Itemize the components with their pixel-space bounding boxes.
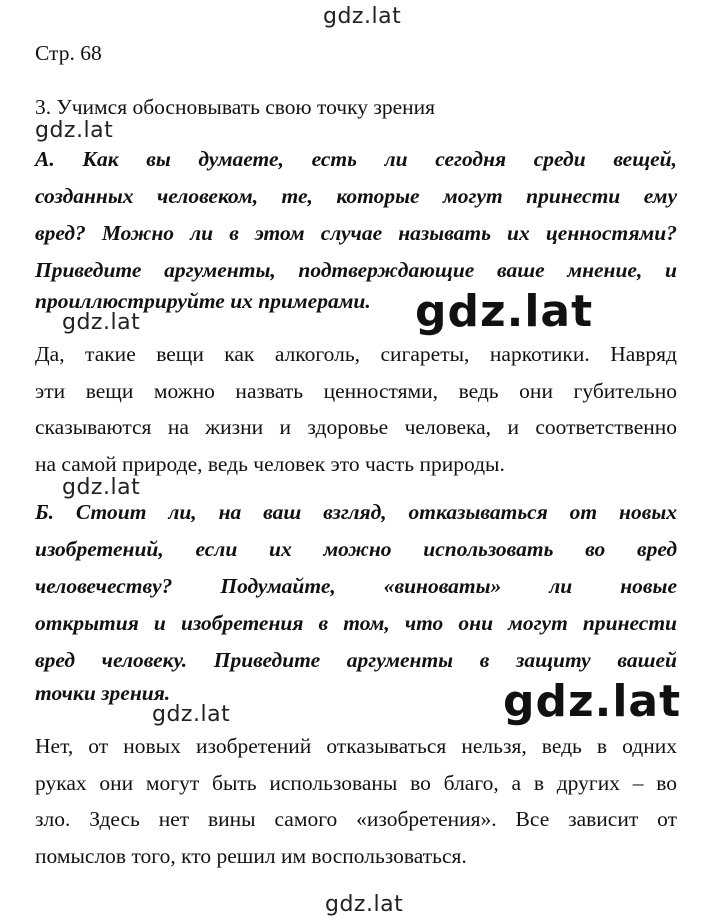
watermark-bottom: gdz.lat	[325, 892, 404, 917]
answer-line: помыслов того, кто решил им воспользоваться.	[35, 844, 467, 868]
answer-line: Нет, от новых изобретений отказываться нельзя, ведь в одних	[35, 734, 677, 758]
watermark: gdz.lat	[62, 310, 141, 335]
question-line: А. Как вы думаете, есть ли сегодня среди вещей,	[35, 147, 677, 171]
watermark-large: gdz.lat	[415, 286, 594, 337]
question-line: открытия и изобретения в том, что они могут принести	[35, 611, 677, 635]
watermark: gdz.lat	[35, 118, 114, 143]
question-line: Б. Стоит ли, на ваш взгляд, отказываться от новых	[35, 500, 677, 524]
watermark: gdz.lat	[62, 475, 141, 500]
answer-line: зло. Здесь нет вины самого «изобретения». Все зависит от	[35, 807, 677, 831]
page-label: Стр. 68	[35, 41, 102, 65]
watermark-large: gdz.lat	[503, 676, 682, 727]
answer-line: на самой природе, ведь человек это часть природы.	[35, 452, 505, 476]
question-line: проиллюстрируйте их примерами.	[35, 289, 371, 313]
question-line: человечеству? Подумайте, «виноваты» ли новые	[35, 574, 677, 598]
question-line: вред? Можно ли в этом случае называть их ценностями?	[35, 221, 677, 245]
section-title: 3. Учимся обосновывать свою точку зрения	[35, 95, 436, 119]
question-line: изобретений, если их можно использовать во вред	[35, 537, 677, 561]
answer-line: эти вещи можно назвать ценностями, ведь они губительно	[35, 379, 677, 403]
watermark-top: gdz.lat	[323, 4, 402, 29]
answer-line: руках они могут быть использованы во благо, а в других – во	[35, 771, 677, 795]
question-line: Приведите аргументы, подтверждающие ваше мнение, и	[35, 258, 677, 282]
question-line: вред человеку. Приведите аргументы в защиту вашей	[35, 648, 677, 672]
answer-line: сказываются на жизни и здоровье человека, и соответственно	[35, 415, 677, 439]
answer-line: Да, такие вещи как алкоголь, сигареты, наркотики. Навряд	[35, 342, 677, 366]
watermark: gdz.lat	[152, 702, 231, 727]
question-line: точки зрения.	[35, 681, 171, 705]
question-line: созданных человеком, те, которые могут принести ему	[35, 184, 677, 208]
